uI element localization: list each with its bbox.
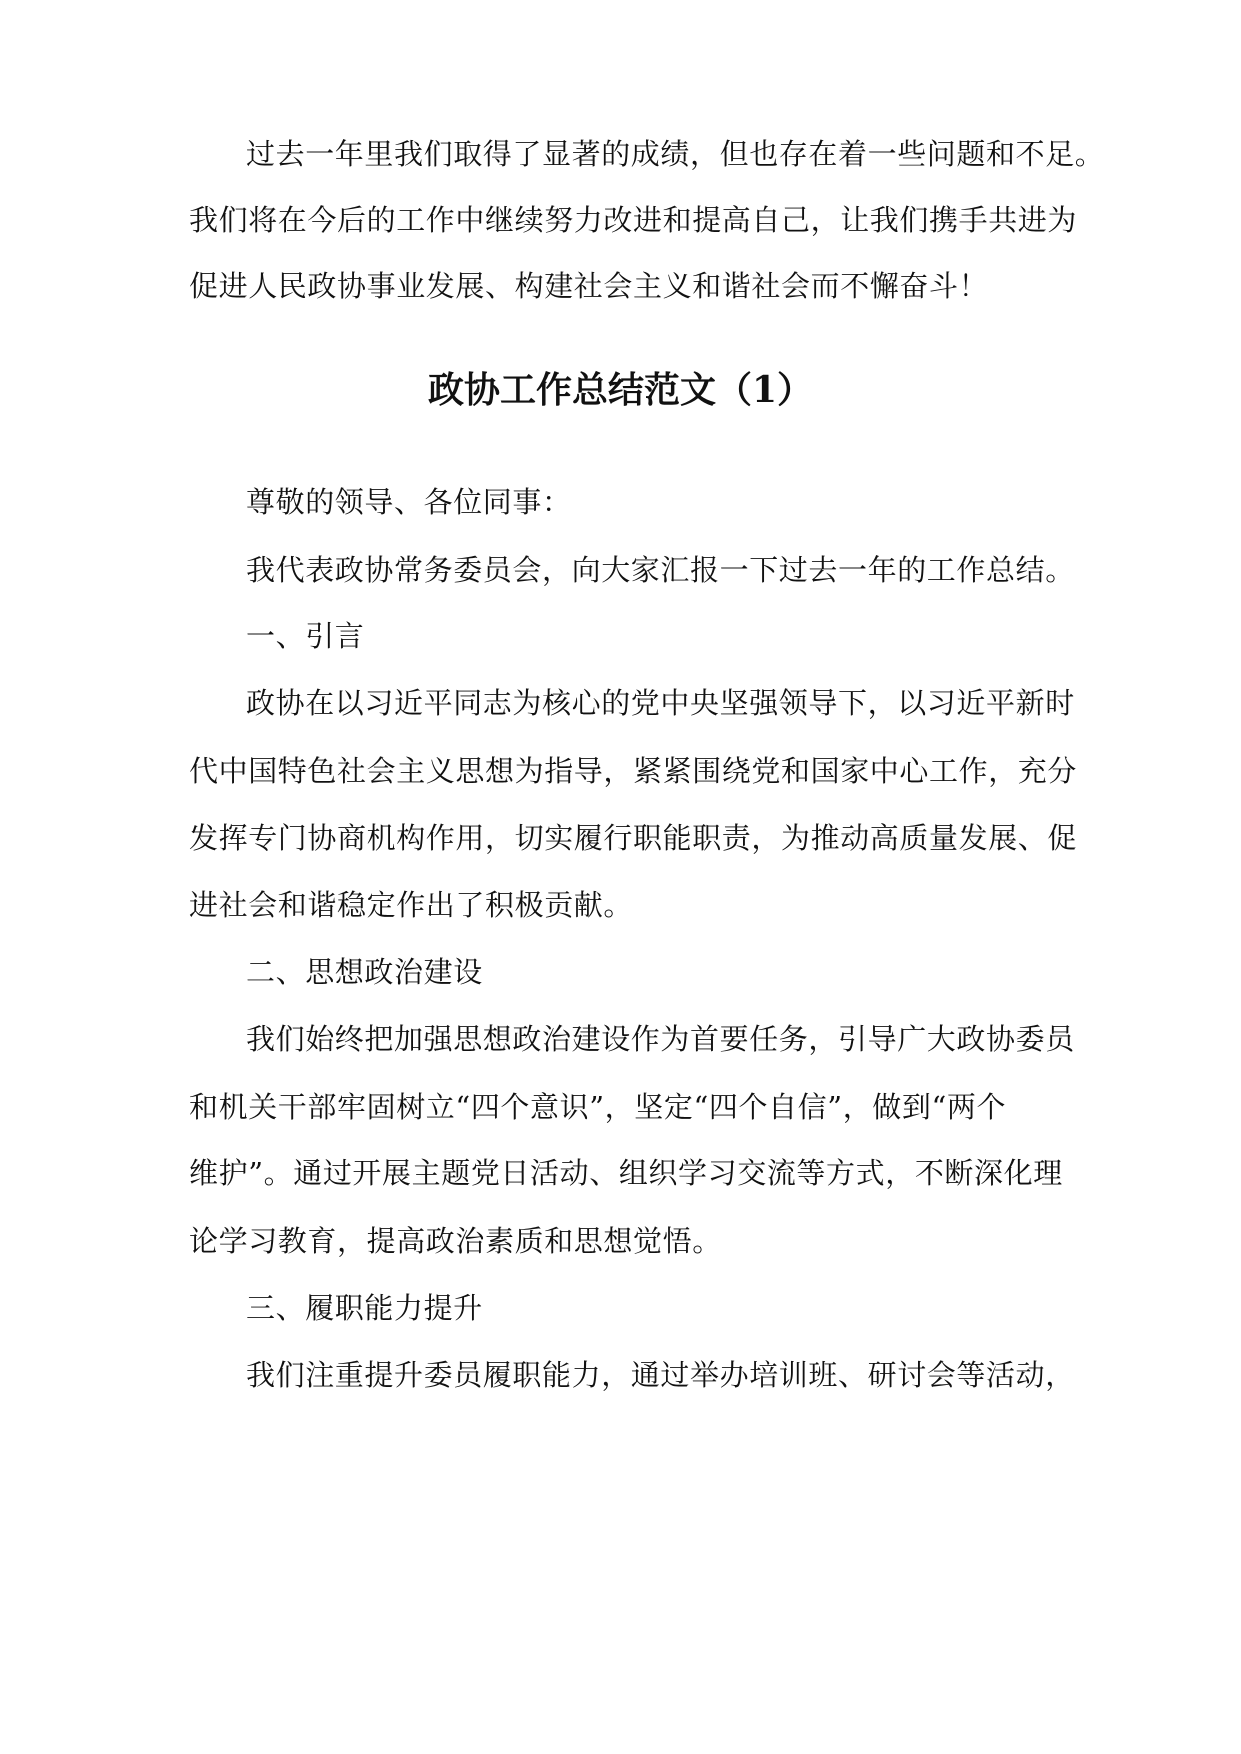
section-heading-1: 一、引言 xyxy=(246,619,365,653)
greeting: 尊敬的领导、各位同事： xyxy=(246,485,572,519)
intro-line-3: 促进人民政协事业发展、构建社会主义和谐社会而不懈奋斗！ xyxy=(189,269,989,303)
section2-line-4: 论学习教育，提高政治素质和思想觉悟。 xyxy=(189,1224,722,1258)
opening-paragraph: 我代表政协常务委员会，向大家汇报一下过去一年的工作总结。 xyxy=(246,553,1075,587)
section1-line-1: 政协在以习近平同志为核心的党中央坚强领导下，以习近平新时 xyxy=(246,686,1075,720)
section2-line-3: 维护”。通过开展主题党日活动、组织学习交流等方式，不断深化理 xyxy=(189,1156,1063,1190)
section1-line-3: 发挥专门协商机构作用，切实履行职能职责，为推动高质量发展、促 xyxy=(189,821,1078,855)
section1-line-2: 代中国特色社会主义思想为指导，紧紧围绕党和国家中心工作，充分 xyxy=(189,754,1078,788)
section-heading-2: 二、思想政治建设 xyxy=(246,955,483,989)
section3-line-1: 我们注重提升委员履职能力，通过举办培训班、研讨会等活动， xyxy=(246,1358,1075,1392)
section-heading-3: 三、履职能力提升 xyxy=(246,1291,483,1325)
intro-line-1: 过去一年里我们取得了显著的成绩，但也存在着一些问题和不足。 xyxy=(246,137,1105,171)
section2-line-1: 我们始终把加强思想政治建设作为首要任务，引导广大政协委员 xyxy=(246,1022,1075,1056)
section2-line-2: 和机关干部牢固树立“四个意识”，坚定“四个自信”，做到“两个 xyxy=(189,1090,1007,1124)
intro-line-2: 我们将在今后的工作中继续努力改进和提高自己，让我们携手共进为 xyxy=(189,203,1078,237)
document-title: 政协工作总结范文（1） xyxy=(427,369,814,411)
section1-line-4: 进社会和谐稳定作出了积极贡献。 xyxy=(189,888,634,922)
